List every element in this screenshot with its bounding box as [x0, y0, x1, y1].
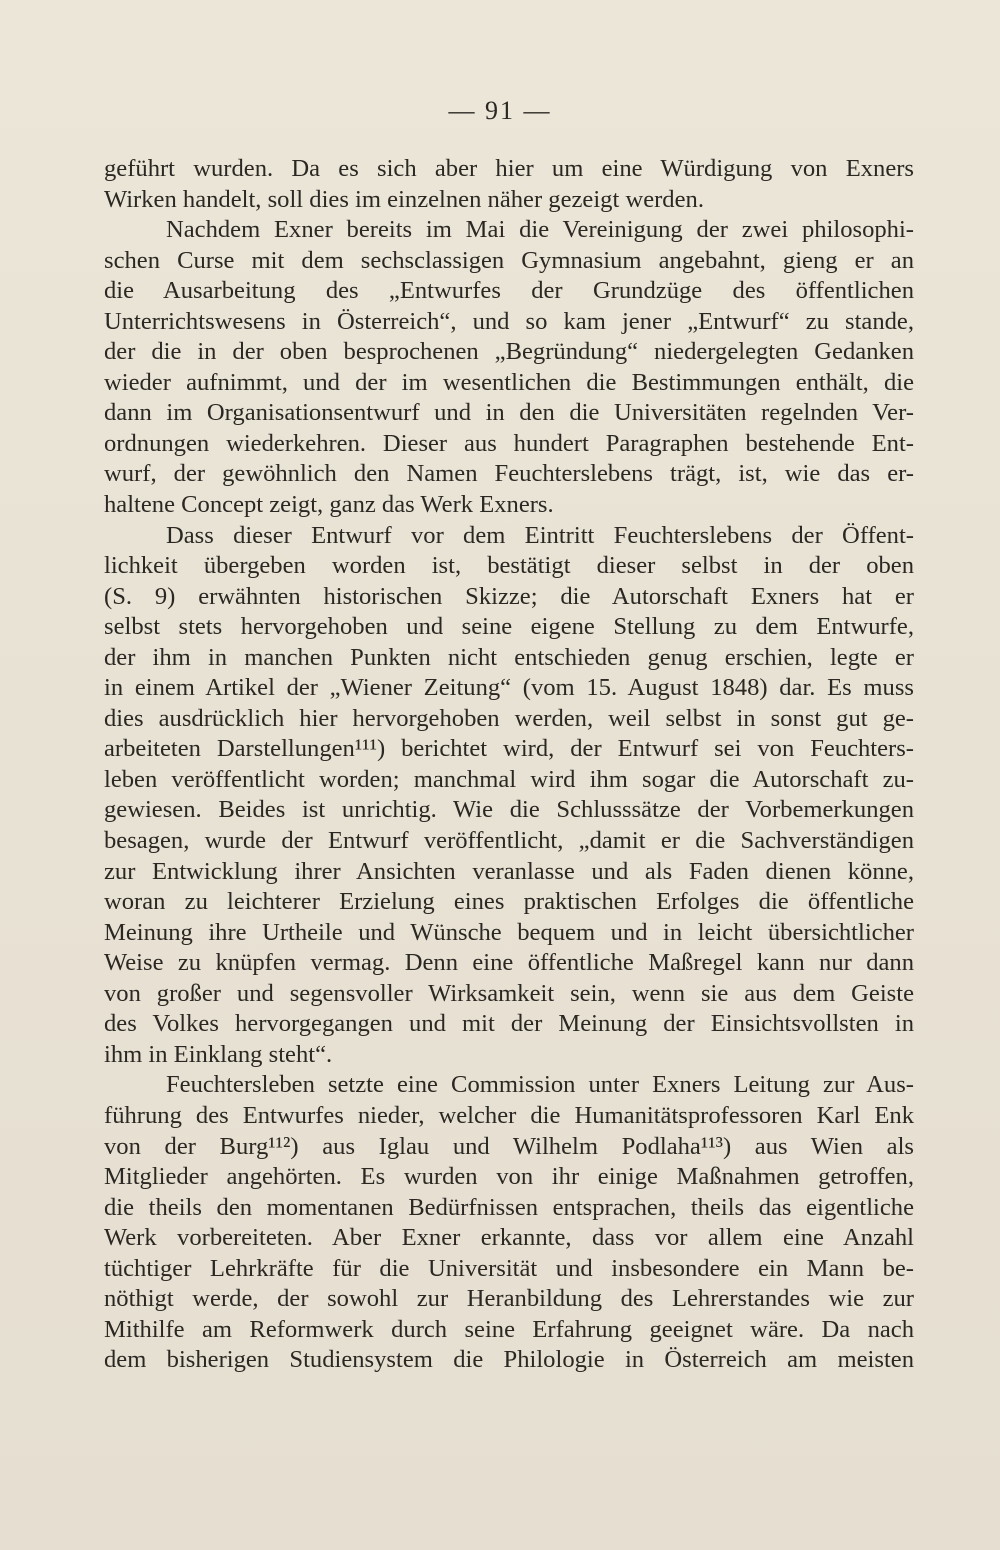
paragraph-1	[104, 154, 914, 215]
text-line: Wirken handelt, soll dies im einzelnen näher gezeigt werden.	[104, 185, 704, 213]
text-line: nöthigt werde, der sowohl zur Heranbildung des Lehrerstandes wie zur	[104, 1285, 914, 1313]
text-line: des Volkes hervorgegangen und mit der Meinung der Einsichtsvollsten in	[104, 1010, 914, 1038]
text-line: Mithilfe am Reformwerk durch seine Erfahrung geeignet wäre. Da nach	[104, 1315, 914, 1343]
text-line: geführt wurden. Da es sich aber hier um eine Würdigung von Exners	[104, 155, 914, 182]
text-line: schen Curse mit dem sechsclassigen Gymnasium angebahnt, gieng er an	[104, 246, 914, 274]
text-line: Weise zu knüpfen vermag. Denn eine öffentliche Maßregel kann nur dann	[104, 949, 914, 977]
text-line: die theils den momentanen Bedürfnissen entsprachen, theils das eigentliche	[104, 1193, 914, 1221]
text-line: ordnungen wiederkehren. Dieser aus hundert Paragraphen bestehende Ent-	[104, 429, 914, 457]
text-line: dem bisherigen Studiensystem die Philologie in Österreich am meisten	[104, 1346, 914, 1374]
text-line: von großer und segensvoller Wirksamkeit sein, wenn sie aus dem Geiste	[104, 979, 914, 1007]
text-line: haltene Concept zeigt, ganz das Werk Exners.	[104, 491, 554, 519]
text-line: Dass dieser Entwurf vor dem Eintritt Feuchterslebens der Öffent-	[166, 521, 914, 549]
text-line: Meinung ihre Urtheile und Wünsche bequem und in leicht übersichtlicher	[104, 918, 914, 946]
text-line: wieder aufnimmt, und der im wesentlichen die Bestimmungen enthält, die	[104, 368, 914, 396]
text-line: Nachdem Exner bereits im Mai die Vereinigung der zwei philosophi-	[166, 216, 914, 244]
text-line: arbeiteten Darstellungen¹¹¹) berichtet wird, der Entwurf sei von Feuchters-	[104, 735, 914, 763]
paragraph-4	[104, 1070, 914, 1375]
text-line: der die in der oben besprochenen „Begründung“ niedergelegten Gedanken	[104, 338, 914, 366]
text-line: die Ausarbeitung des „Entwurfes der Grundzüge des öffentlichen	[104, 277, 914, 305]
text-line: ihm in Einklang steht“.	[104, 1040, 333, 1068]
text-line: leben veröffentlicht worden; manchmal wird ihm sogar die Autorschaft zu-	[104, 765, 914, 793]
text-line: Werk vorbereiteten. Aber Exner erkannte, dass vor allem eine Anzahl	[104, 1224, 914, 1252]
text-line: tüchtiger Lehrkräfte für die Universität und insbesondere ein Mann be-	[104, 1254, 914, 1282]
text-line: selbst stets hervorgehoben und seine eigene Stellung zu dem Entwurfe,	[104, 613, 914, 641]
text-line: woran zu leichterer Erzielung eines praktischen Erfolges die öffentliche	[104, 888, 914, 916]
page-number: — 91 —	[448, 96, 552, 125]
paragraph-3	[104, 521, 914, 1071]
text-line: dies ausdrücklich hier hervorgehoben werden, weil selbst in sonst gut ge-	[104, 704, 914, 732]
text-line: von der Burg¹¹²) aus Iglau und Wilhelm Podlaha¹¹³) aus Wien als	[104, 1132, 914, 1160]
text-line: Unterrichtswesens in Österreich“, und so kam jener „Entwurf“ zu stande,	[104, 307, 914, 335]
paragraph-2	[104, 215, 914, 520]
text-line: besagen, wurde der Entwurf veröffentlicht, „damit er die Sachverständigen	[104, 827, 914, 855]
text-line: führung des Entwurfes nieder, welcher die Humanitätsprofessoren Karl Enk	[104, 1101, 914, 1129]
text-line: in einem Artikel der „Wiener Zeitung“ (vom 15. August 1848) dar. Es muss	[104, 674, 914, 702]
text-line: wurf, der gewöhnlich den Namen Feuchterslebens trägt, ist, wie das er-	[104, 460, 914, 488]
text-line: der ihm in manchen Punkten nicht entschieden genug erschien, legte er	[104, 643, 914, 671]
text-line: Mitglieder angehörten. Es wurden von ihr einige Maßnahmen getroffen,	[104, 1163, 914, 1191]
text-line: lichkeit übergeben worden ist, bestätigt dieser selbst in der oben	[104, 552, 914, 580]
text-line: dann im Organisationsentwurf und in den die Universitäten regelnden Ver-	[104, 399, 914, 427]
text-line: Feuchtersleben setzte eine Commission unter Exners Leitung zur Aus-	[166, 1071, 914, 1099]
body-text	[104, 154, 914, 1376]
text-line: zur Entwicklung ihrer Ansichten veranlasse und als Faden dienen könne,	[104, 857, 914, 885]
text-line: gewiesen. Beides ist unrichtig. Wie die Schlusssätze der Vorbemerkungen	[104, 796, 914, 824]
text-line: (S. 9) erwähnten historischen Skizze; die Autorschaft Exners hat er	[104, 582, 914, 610]
